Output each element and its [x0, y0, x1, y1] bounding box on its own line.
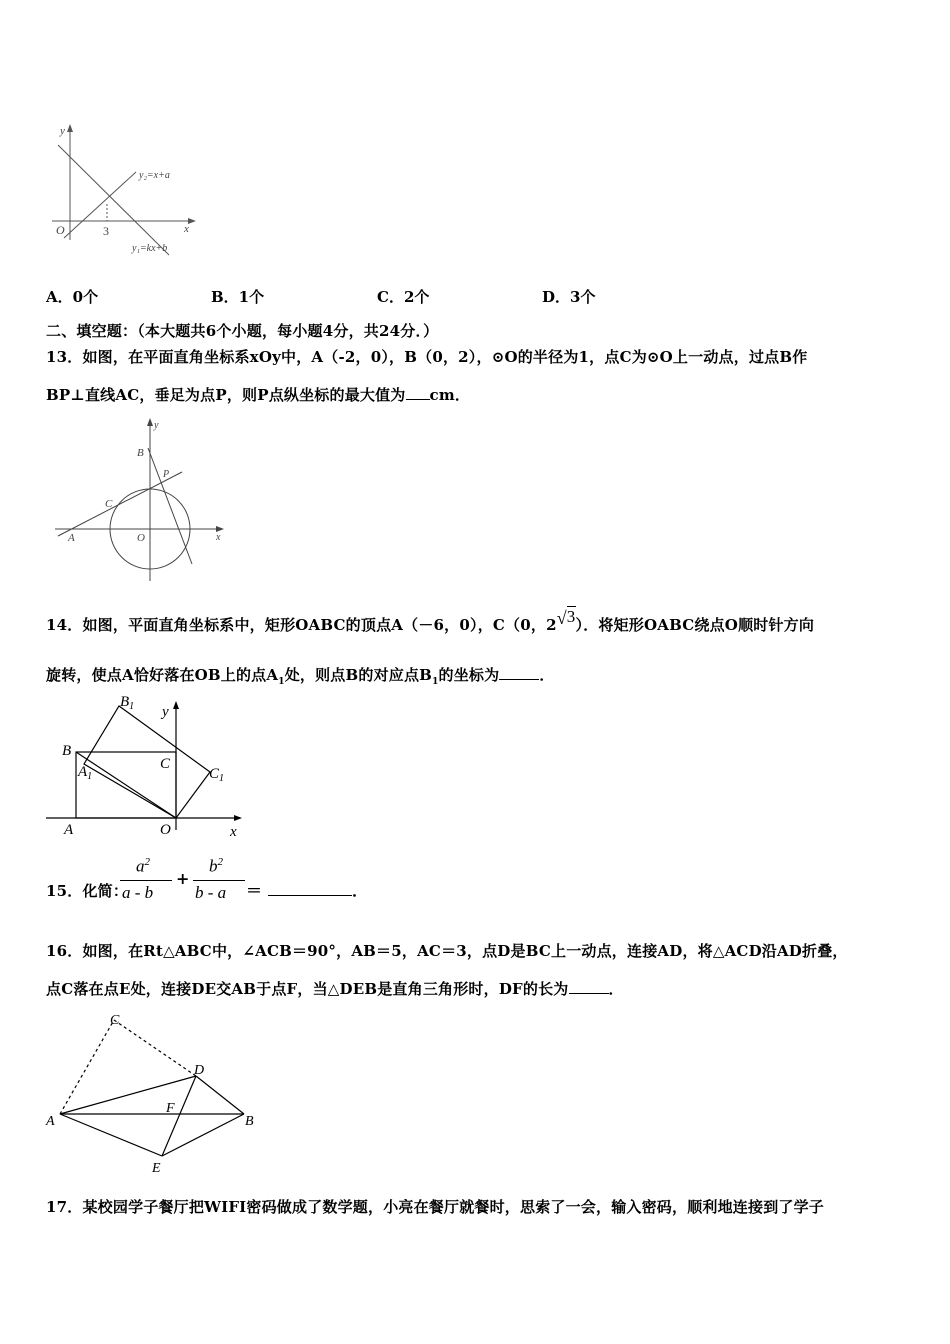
q15-end: ． — [352, 881, 369, 900]
fig16-ad — [60, 1076, 196, 1114]
q15-den2: b - a — [195, 883, 227, 902]
q15-answer-blank[interactable] — [268, 895, 352, 896]
option-d: D．3个 — [542, 288, 596, 306]
q13-answer-blank[interactable] — [406, 399, 430, 400]
q14-line2 — [46, 664, 555, 687]
q14-sqrt-radicand: 3 — [566, 607, 576, 626]
fig12-y-arrow — [67, 124, 73, 132]
fig13-o-label: O — [137, 532, 145, 544]
q15-num1: $a^2$ — [136, 856, 150, 876]
fig13-c-label: C — [105, 498, 113, 510]
q15-fraction-1 — [120, 856, 172, 906]
fig13-x-label: x — [216, 532, 221, 543]
q15-num2: $b^2$ — [209, 856, 223, 876]
fig13-line-ac — [58, 472, 182, 536]
q16-line1: 16．如图，在Rt△ABC中，∠ACB＝90°，AB＝5，AC＝3，点D是BC上一动点，连接AD，将△ACD沿AD折叠， — [46, 942, 848, 960]
option-b: B．1个 — [211, 288, 265, 306]
fig12-x-label: x — [184, 223, 189, 235]
q13-line1: 13．如图，在平面直角坐标系xOy中，A（-2，0），B（0，2），⊙O的半径为1，点C为⊙O上一动点，过点B作 — [46, 348, 808, 366]
fig16-eb — [162, 1114, 244, 1156]
sqrt-symbol-icon: √ — [556, 608, 567, 628]
fig16-e-label: E — [152, 1161, 161, 1176]
q16-line2 — [46, 978, 624, 999]
fig16-cd-dashed — [114, 1020, 196, 1076]
q15-plus: + — [176, 869, 190, 888]
q13-line2-text: BP⊥直线AC，垂足为点P，则P点纵坐标的最大值为 — [46, 386, 406, 404]
fig14-b-label: B — [62, 743, 72, 759]
fig16-c-label: C — [110, 1013, 120, 1028]
q15-frac-bar-2 — [193, 880, 245, 881]
figure-q13-circle — [50, 416, 235, 586]
fig16-a-label: A — [46, 1114, 55, 1129]
q14-answer-blank[interactable] — [499, 679, 539, 680]
fig13-y-arrow — [147, 418, 153, 426]
fig16-f-label: F — [166, 1101, 175, 1116]
fig16-d-label: D — [194, 1063, 205, 1078]
fig13-y-label: y — [154, 420, 159, 431]
fig12-line-y2 — [64, 172, 136, 238]
q17-line1: 17．某校园学子餐厅把WIFI密码做成了数学题，小亮在餐厅就餐时，思索了一会，输入密码，顺利地连接到了学子 — [46, 1198, 825, 1216]
fig16-b-label: B — [245, 1114, 254, 1129]
q15-equals: ＝ — [246, 881, 263, 900]
fig12-line1-label: y₁=kx+b — [132, 243, 168, 254]
fig12-line-y1 — [58, 145, 169, 255]
fig14-rotated-rect — [84, 706, 210, 818]
fig14-x-arrow — [234, 815, 242, 821]
q15-label: 15．化简： — [46, 882, 129, 900]
q14-line2-text-a: 旋转，使点A恰好落在OB上的点A — [46, 666, 279, 684]
fig13-p-label: P — [163, 469, 170, 480]
fig16-de — [162, 1076, 196, 1156]
q13-unit: cm． — [429, 386, 471, 404]
fig14-c-label: C — [160, 756, 171, 772]
fig16-ae — [60, 1114, 162, 1156]
q16-line2-text: 点C落在点E处，连接DE交AB于点F，当△DEB是直角三角形时，DF的长为 — [46, 980, 569, 998]
option-c: C．2个 — [377, 288, 430, 306]
figure-q16-fold — [44, 1010, 264, 1176]
fig13-b-label: B — [137, 447, 144, 459]
fig13-a-label: A — [68, 532, 75, 544]
fig13-line-bp — [148, 448, 192, 564]
q15-den1: a - b — [122, 883, 154, 902]
fig14-x-label: x — [230, 824, 237, 840]
q16-answer-blank[interactable] — [569, 993, 609, 994]
section2-heading: 二、填空题：（本大题共6个小题，每小题4分，共24分．） — [46, 322, 439, 340]
q13-line2 — [46, 384, 470, 405]
q14-line1-text-a: 14．如图，平面直角坐标系中，矩形OABC的顶点A（－6，0），C（0，2 — [46, 616, 557, 634]
q15-fraction-2 — [193, 856, 245, 906]
q14-line2-text-c: 的坐标为 — [438, 666, 500, 684]
fig12-tick-3: 3 — [103, 224, 109, 238]
fig14-a-label: A — [64, 822, 74, 838]
q14-line1 — [46, 607, 815, 635]
fig12-line2-label: y₂=x+a — [139, 170, 170, 181]
figure-q12-graph — [44, 120, 204, 260]
fig14-c1-label: $C_1$ — [209, 766, 225, 784]
fig14-y-label: y — [162, 704, 169, 720]
figure-q14-rectangle — [44, 688, 249, 840]
q14-line2-text-b: 处，则点B的对应点B — [284, 666, 433, 684]
q15-equals-line — [246, 878, 368, 901]
fig16-db — [196, 1076, 244, 1114]
fig14-o-label: O — [160, 822, 171, 838]
option-a: A．0个 — [46, 288, 99, 306]
q15-frac-bar-1 — [120, 880, 172, 881]
fig12-origin-label: O — [56, 223, 65, 237]
fig14-a1-label: $A_1$ — [78, 764, 93, 782]
fig14-b1-label: $B_1$ — [120, 694, 135, 712]
q14-line2-end: ． — [539, 666, 555, 684]
fig16-ac-dashed — [60, 1020, 114, 1114]
fig14-y-arrow — [173, 701, 179, 709]
q16-line2-end: ． — [608, 980, 624, 998]
fig12-y-label: y — [60, 125, 65, 137]
fig12-x-arrow — [188, 218, 196, 224]
q14-line1-text-b: ）．将矩形OABC绕点O顺时针方向 — [575, 616, 815, 634]
q14-sub-b1: 1 — [432, 677, 439, 687]
q14-sub-a1: 1 — [278, 677, 285, 687]
